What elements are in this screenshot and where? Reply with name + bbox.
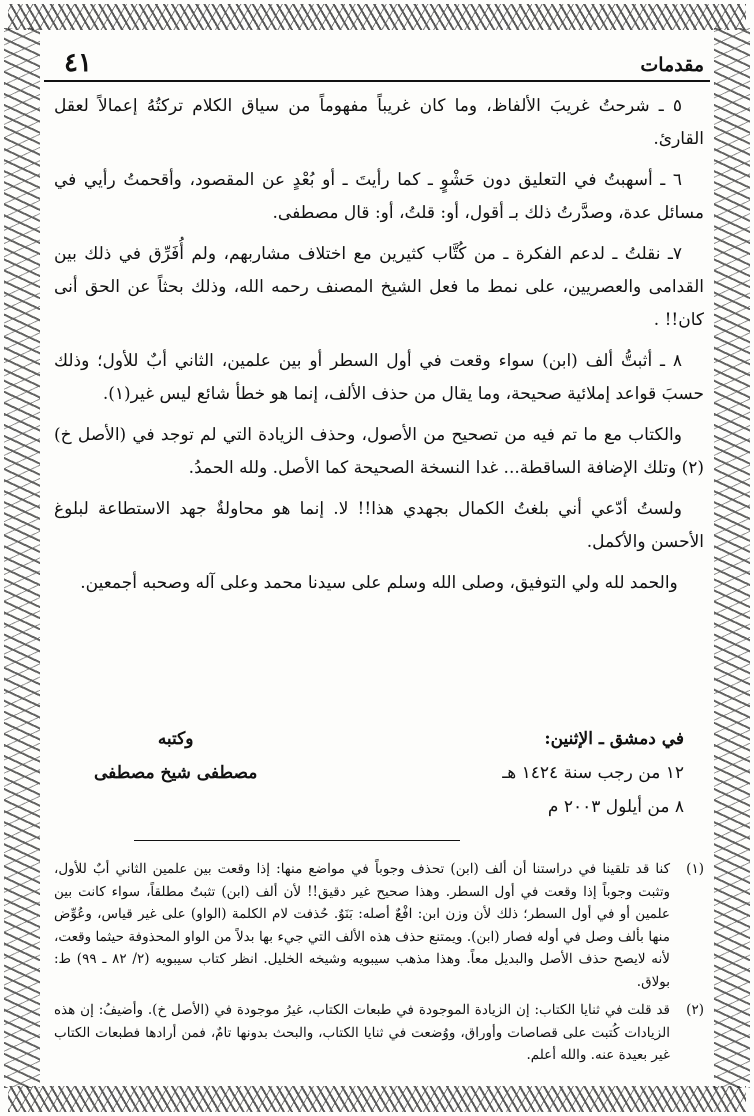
paragraph-5: ٥ ـ شرحتُ غريبَ الألفاظ، وما كان غريباً مفهوماً من سياق الكلام تركتُهُ إعمالاً لعقل القارئ. [54, 96, 704, 149]
footnote-1 [54, 858, 704, 993]
signature-dates [502, 722, 684, 824]
author-name: مصطفى شيخ مصطفى [94, 763, 258, 783]
signature-wrote: وكتبه [157, 729, 194, 749]
footnotes [54, 858, 704, 1073]
footnote-2-number: (٢) [686, 1002, 704, 1018]
footnote-1-number: (١) [686, 861, 704, 877]
date-gregorian: ٨ من أيلول ٢٠٠٣ م [547, 797, 684, 817]
running-header [44, 46, 710, 82]
footnote-2 [54, 999, 704, 1067]
paragraph-book: والكتاب مع ما تم فيه من تصحيح من الأصول، وحذف الزيادة التي لم توجد في (الأصل خ)(٢) وتلك الإضافة الساقطة... غدا النسخة الصحيحة كما الأصل. ولله الحمدُ. [54, 425, 704, 478]
paragraph-8: ٨ ـ أثبتُّ ألف (ابن) سواء وقعت في أول السطر أو بين علمين، الثاني أبٌ للأول؛ وذلك حسبَ قواعد إملائية صحيحة، وما يقال من حذف الألف، إنما هو خطأ شائع ليس غير(١). [54, 351, 704, 404]
main-text [54, 90, 704, 608]
footnote-separator [134, 840, 460, 841]
date-hijri: ١٢ من رجب سنة ١٤٢٤ هـ [502, 763, 684, 783]
ornamental-border-left [4, 28, 40, 1088]
header-title: مقدمات [640, 54, 704, 76]
ornamental-border-bottom [8, 1086, 746, 1112]
paragraph-claim: ولستُ أدّعي أني بلغتُ الكمال بجهدي هذا!! لا. إنما هو محاولةٌ جهد الاستطاعة لبلوغ الأحسن والأكمل. [54, 499, 704, 552]
page-frame [44, 32, 710, 1084]
ornamental-border-right [714, 28, 750, 1088]
ornamental-border-top [8, 4, 746, 30]
page-number: ٤١ [64, 48, 92, 78]
signature-author [94, 722, 257, 790]
signature-block [54, 722, 704, 832]
paragraph-7: ٧ـ نقلتُ ـ لدعم الفكرة ـ من كُتَّاب كثيرين مع اختلاف مشاربهم، ولم أُفَرِّق في ذلك بين القدامى والعصريين، على نمط ما فعل الشيخ المصنف رحمه الله، وذلك بحثاً عن الحق أنى كان!! . [54, 244, 705, 330]
paragraph-closing: والحمد لله ولي التوفيق، وصلى الله وسلم على سيدنا محمد وعلى آله وصحبه أجمعين. [80, 573, 678, 593]
signature-place: في دمشق ـ الإثنين: [544, 729, 684, 749]
paragraph-6: ٦ ـ أسهبتُ في التعليق دون حَشْوٍ ـ كما رأيتَ ـ أو بُعْدٍ عن المقصود، وأقحمتُ رأيي في مسائل عدة، وصدَّرتُ ذلك بـ أقول، أو: قلتُ، أو: قال مصطفى. [54, 170, 704, 223]
footnote-2-text: قد قلت في ثنايا الكتاب: إن الزيادة الموجودة في طبعات الكتاب، غيرُ موجودة في (الأصل خ). وأضيفُ: إن هذه الزيادات كُتبت على قصاصات وأوراق، ووُضعت في ثنايا الكتاب، والبحث بدونها تامٌ، فمن أرادها فطبعات الكتاب غير بعيدة عنه. والله أعلم. [54, 1002, 670, 1063]
footnote-1-text: كنا قد تلقينا في دراستنا أن ألف (ابن) تحذف وجوباً في مواضع منها: إذا وقعت بين علمين الثاني أبٌ للأول، وتثبت وجوباً إذا وقعت في أول السطر. وهذا صحيح غير دقيق!! لأن ألف (ابن) تثبتُ مطلقاً، سواء كانت بين علمين أو في أول السطر؛ ذلك لأن وزن ابن: افْعٌ أصله: بَنَوٌ. حُذفت لام الكلمة (الواو) على غير قياس، وعُوِّض منها بألف وصل في أوله فصار (ابن). ويمتنع حذف هذه الألف التي جيء بها بدلاً من الواو المحذوفة حيثما وقعت، لأنه لايصح حذف الأصل والبديل معاً. وهذا مذهب سيبويه وشيخه الخليل. انظر كتاب سيبويه (٢/ ٨٢ ـ ٩٩) ط: بولاق. [54, 861, 670, 990]
